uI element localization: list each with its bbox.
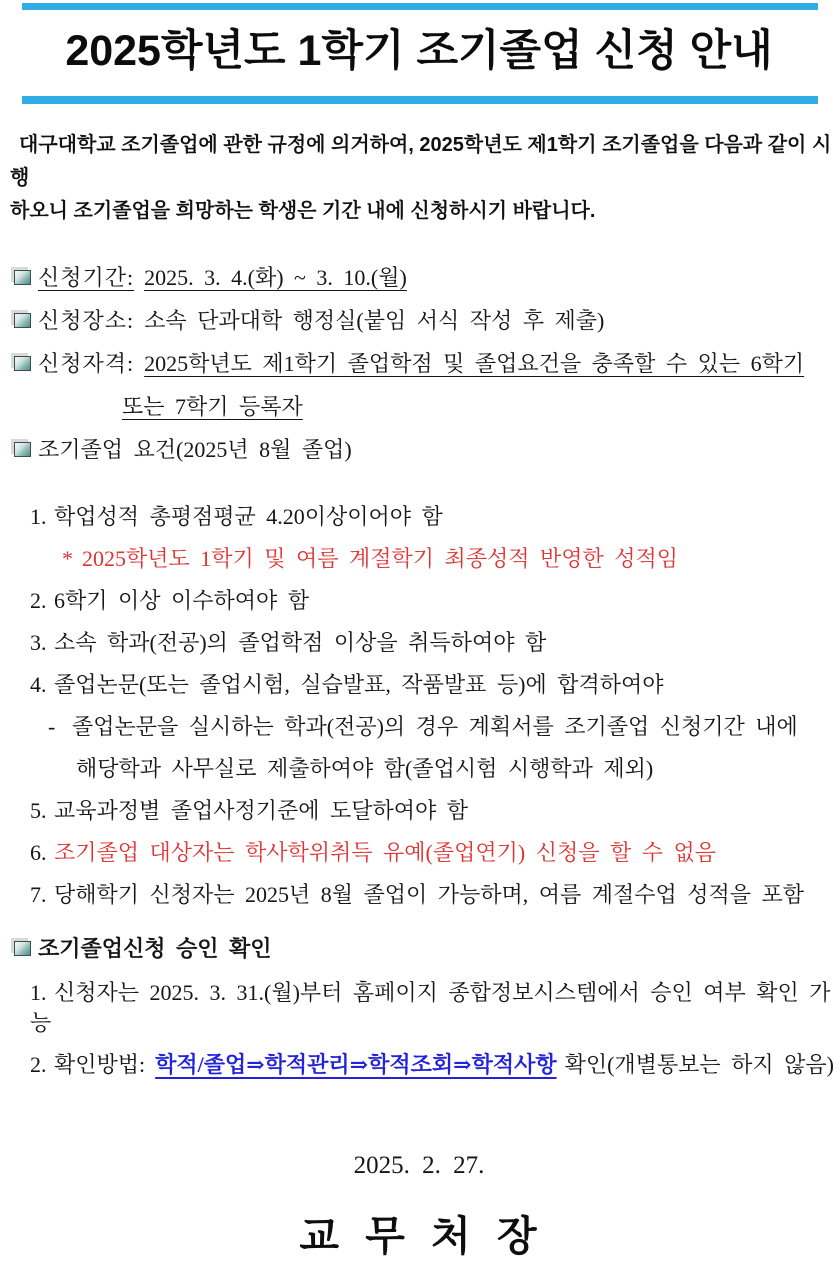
requirement-item-5 (0, 796, 838, 826)
item-number: 3. (30, 630, 47, 655)
item-number: 1. (30, 980, 47, 1005)
item-number: 7. (30, 882, 47, 907)
intro-paragraph (10, 129, 832, 228)
item-number: 4. (30, 672, 47, 697)
approval-heading-text: 조기졸업신청 승인 확인 (38, 936, 272, 961)
eligibility-label: 신청자격: (38, 351, 135, 376)
period-label: 신청기간: (38, 265, 135, 290)
requirement-item-6 (0, 838, 838, 868)
requirement-item-4-sub (0, 712, 838, 742)
requirement-list (0, 502, 838, 910)
approval-section (0, 934, 838, 1080)
info-item-period (0, 263, 838, 293)
item-text-red: 조기졸업 대상자는 학사학위취득 유예(졸업연기) 신청을 할 수 없음 (54, 840, 716, 865)
document-date: 2025. 2. 27. (353, 1152, 485, 1179)
square-bullet-icon (14, 313, 31, 328)
item-text: 해당학과 사무실로 제출하여야 함(졸업시험 시행학과 제외) (76, 756, 654, 781)
requirement-note-red (0, 544, 838, 574)
approval-heading-row (0, 934, 838, 964)
info-item-eligibility (0, 349, 838, 379)
requirement-item-3 (0, 628, 838, 658)
info-item-requirement-heading (0, 435, 838, 465)
period-text (38, 265, 407, 290)
item-number: 2. (30, 1052, 47, 1077)
approval-item-2 (0, 1050, 838, 1080)
item-number: 2. (30, 588, 47, 613)
approval-item-1 (0, 978, 838, 1038)
menu-path-link[interactable]: 학적/졸업⇒학적관리⇒학적조회⇒학적사항 (155, 1052, 557, 1077)
item-text: 신청자는 2025. 3. 31.(월)부터 홈페이지 종합정보시스템에서 승인 여부 확인 가능 (30, 980, 831, 1035)
requirement-heading-text: 조기졸업 요건(2025년 8월 졸업) (38, 437, 352, 462)
top-accent-bar (22, 3, 818, 10)
item-suffix: 확인(개별통보는 하지 않음) (564, 1052, 835, 1077)
item-text: 졸업논문을 실시하는 학과(전공)의 경우 계획서를 조기졸업 신청기간 내에 (72, 714, 798, 739)
item-text: 소속 학과(전공)의 졸업학점 이상을 취득하여야 함 (54, 630, 547, 655)
item-number: 1. (30, 504, 47, 529)
item-text: 당해학기 신청자는 2025년 8월 졸업이 가능하며, 여름 계절수업 성적을 포함 (54, 882, 805, 907)
intro-line-2: 하오니 조기졸업을 희망하는 학생은 기간 내에 신청하시기 바랍니다. (10, 200, 596, 222)
requirement-item-4-sub-line2 (0, 754, 838, 784)
requirement-item-1 (0, 502, 838, 532)
place-label: 신청장소: (38, 308, 135, 333)
item-text: 학업성적 총평점평균 4.20이상이어야 함 (54, 504, 443, 529)
signature-title: 교 무 처 장 (299, 1213, 539, 1259)
item-number: 5. (30, 798, 47, 823)
requirement-item-4 (0, 670, 838, 700)
place-value: 소속 단과대학 행정실(붙임 서식 작성 후 제출) (144, 308, 605, 333)
note-text: 2025학년도 1학기 및 여름 계절학기 최종성적 반영한 성적임 (82, 546, 679, 571)
info-item-eligibility-line2 (0, 392, 838, 422)
eligibility-value-2: 또는 7학기 등록자 (122, 394, 303, 419)
title-underline-bar (22, 96, 818, 104)
intro-line-1: 대구대학교 조기졸업에 관한 규정에 의거하여, 2025학년도 제1학기 조기졸업을 다음과 같이 시행 (10, 134, 832, 189)
item-text: 교육과정별 졸업사정기준에 도달하여야 함 (54, 798, 469, 823)
item-label: 확인방법: (54, 1052, 146, 1077)
application-info-list (0, 263, 838, 465)
dash-marker: - (48, 714, 56, 739)
requirement-item-2 (0, 586, 838, 616)
asterisk-marker: * (62, 546, 73, 571)
info-item-place (0, 306, 838, 336)
item-number: 6. (30, 840, 47, 865)
square-bullet-icon (14, 442, 31, 457)
item-text: 6학기 이상 이수하여야 함 (54, 588, 310, 613)
square-bullet-icon (14, 356, 31, 371)
requirement-item-7 (0, 880, 838, 910)
item-text: 졸업논문(또는 졸업시험, 실습발표, 작품발표 등)에 합격하여야 (54, 672, 664, 697)
notice-document (0, 3, 838, 1259)
square-bullet-icon (14, 941, 31, 956)
eligibility-value: 2025학년도 제1학기 졸업학점 및 졸업요건을 충족할 수 있는 6학기 (144, 351, 805, 376)
square-bullet-icon (14, 270, 31, 285)
period-value: 2025. 3. 4.(화) ~ 3. 10.(월) (144, 265, 407, 290)
page-title: 2025학년도 1학기 조기졸업 신청 안내 (65, 27, 773, 75)
